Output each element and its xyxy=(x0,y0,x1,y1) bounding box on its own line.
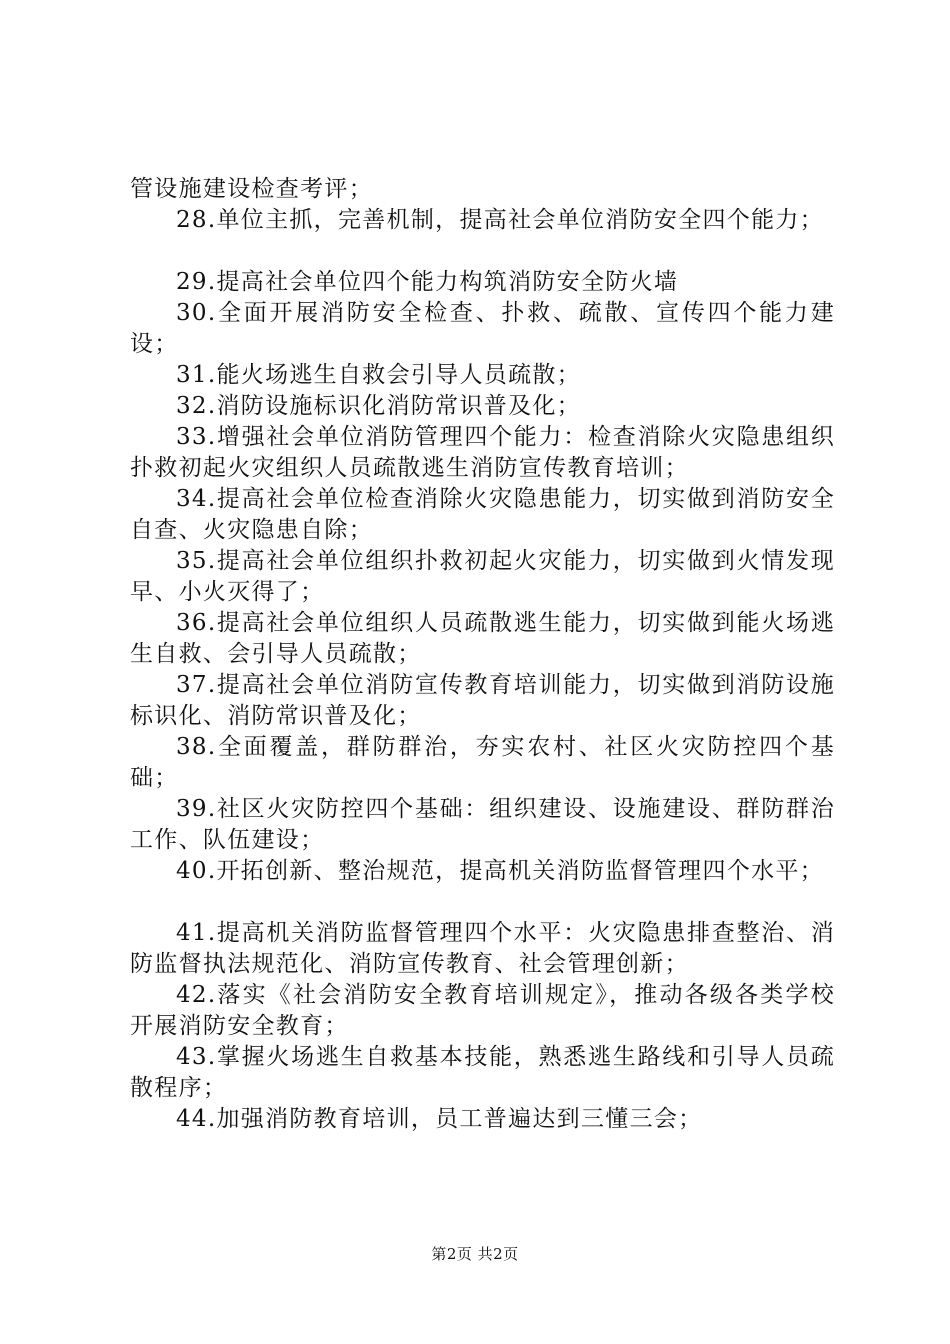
page-number-footer: 第2页 共2页 xyxy=(431,1245,519,1263)
paragraph-item-30: 30.全面开展消防安全检查、扑救、疏散、宣传四个能力建设； xyxy=(130,300,835,357)
paragraph-item-34: 34.提高社会单位检查消除火灾隐患能力，切实做到消防安全自查、火灾隐患自除； xyxy=(130,486,835,543)
paragraph-item-28: 28.单位主抓，完善机制，提高社会单位消防安全四个能力； xyxy=(176,207,824,233)
paragraph-item-43: 43.掌握火场逃生自救基本技能，熟悉逃生路线和引导人员疏散程序； xyxy=(130,1044,835,1101)
paragraph-item-40: 40.开拓创新、整治规范，提高机关消防监督管理四个水平； xyxy=(176,858,824,884)
paragraph-item-44: 44.加强消防教育培训，员工普遍达到三懂三会； xyxy=(176,1106,703,1132)
paragraph-item-29: 29.提高社会单位四个能力构筑消防安全防火墙 xyxy=(176,269,679,295)
paragraph-item-36: 36.提高社会单位组织人员疏散逃生能力，切实做到能火场逃生自救、会引导人员疏散； xyxy=(130,610,835,667)
paragraph-item-31: 31.能火场逃生自救会引导人员疏散； xyxy=(176,362,581,388)
document-body xyxy=(130,174,835,1135)
paragraph-item-38: 38.全面覆盖，群防群治，夯实农村、社区火灾防控四个基础； xyxy=(130,734,835,791)
paragraph-item-39: 39.社区火灾防控四个基础：组织建设、设施建设、群防群治工作、队伍建设； xyxy=(130,796,835,853)
paragraph-item-42: 42.落实《社会消防安全教育培训规定》，推动各级各类学校开展消防安全教育； xyxy=(130,982,835,1039)
paragraph-item-37: 37.提高社会单位消防宣传教育培训能力，切实做到消防设施标识化、消防常识普及化； xyxy=(130,672,835,729)
paragraph-item-32: 32.消防设施标识化消防常识普及化； xyxy=(176,393,581,419)
paragraph-item-33: 33.增强社会单位消防管理四个能力：检查消除火灾隐患组织扑救初起火灾组织人员疏散逃生消防宣传教育培训； xyxy=(130,424,835,481)
paragraph-item-35: 35.提高社会单位组织扑救初起火灾能力，切实做到火情发现早、小火灭得了； xyxy=(130,548,835,605)
paragraph-continuation: 管设施建设检查考评； xyxy=(130,176,373,202)
paragraph-item-41: 41.提高机关消防监督管理四个水平：火灾隐患排查整治、消防监督执法规范化、消防宣传教育、社会管理创新； xyxy=(130,920,835,977)
